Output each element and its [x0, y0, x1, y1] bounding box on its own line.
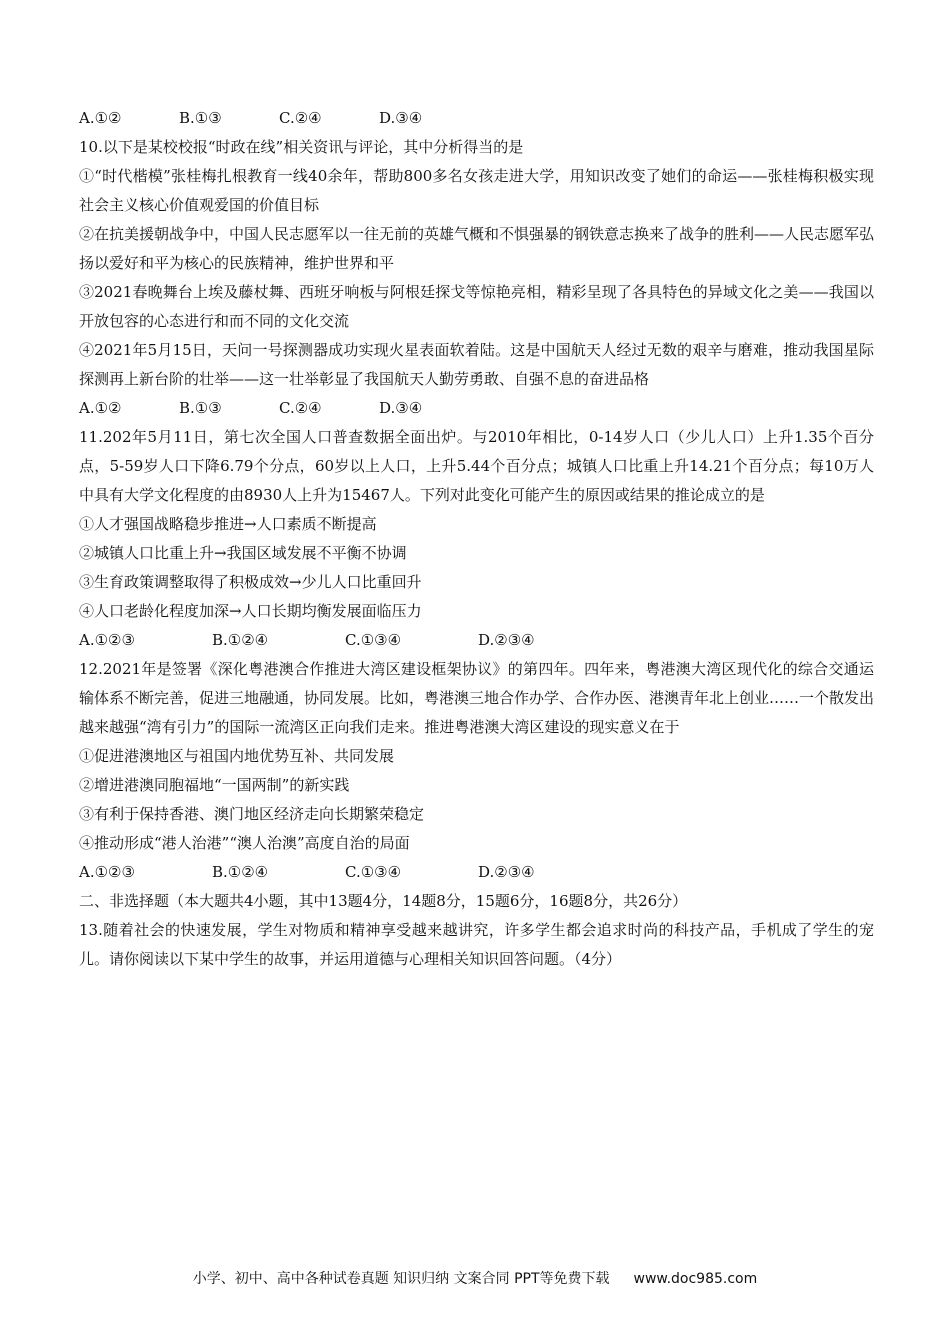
q11-stem: 11.202年5月11日，第七次全国人口普查数据全面出炉。与2010年相比，0-14岁人口（少儿人口）上升1.35个百分点，5-59岁人口下降6.79个分点，60岁以上人口，上升5.44个百分点；城镇人口比重上升14.21个百分点；每10万人中具有大学文化程度的由8930人上升为15467人。下列对此变化可能产生的原因或结果的推论成立的是 [79, 428, 874, 504]
q10-item-2: ②在抗美援朝战争中，中国人民志愿军以一往无前的英雄气概和不惧强暴的钢铁意志换来了战争的胜利——人民志愿军弘扬以爱好和平为核心的民族精神，维护世界和平 [79, 225, 875, 272]
option-b: B.①②④ [212, 863, 269, 881]
option-d: D.③④ [379, 109, 423, 127]
q10-stem: 10.以下是某校校报“时政在线”相关资讯与评论，其中分析得当的是 [79, 138, 524, 156]
q10-item-1: ①“时代楷模”张桂梅扎根教育一线40余年，帮助800多名女孩走进大学，用知识改变了她们的命运——张桂梅积极实现社会主义核心价值观爱国的价值目标 [79, 167, 874, 214]
option-a: A.①② [79, 109, 122, 127]
option-c: C.①③④ [345, 863, 402, 881]
section-2-heading: 二、非选择题（本大题共4小题，其中13题4分，14题8分，15题6分，16题8分，共26分） [79, 892, 688, 910]
footer-text: 小学、初中、高中各种试卷真题 知识归纳 文案合同 PPT等免费下载 [192, 1271, 610, 1287]
q12-stem: 12.2021年是签署《深化粤港澳合作推进大湾区建设框架协议》的第四年。四年来，粤港澳大湾区现代化的综合交通运输体系不断完善，促进三地融通，协同发展。比如，粤港澳三地合作办学、合作办医、港澳青年北上创业……一个散发出越来越强“湾有引力”的国际一流湾区正向我们走来。推进粤港澳大湾区建设的现实意义在于 [79, 660, 875, 736]
q12-item-2: ②增进港澳同胞福地“一国两制”的新实践 [79, 776, 350, 794]
q11-item-4: ④人口老龄化程度加深→人口长期均衡发展面临压力 [79, 602, 422, 620]
q11-item-1: ①人才强国战略稳步推进→人口素质不断提高 [79, 515, 377, 533]
q10-item-4: ④2021年5月15日，天问一号探测器成功实现火星表面软着陆。这是中国航天人经过无数的艰辛与磨难，推动我国星际探测再上新台阶的壮举——这一壮举彰显了我国航天人勤劳勇敢、自强不息的奋进品格 [79, 341, 874, 388]
q9-options [79, 104, 874, 133]
option-a: A.①②③ [79, 631, 135, 649]
footer-url: www.doc985.com [633, 1271, 758, 1287]
option-d: D.③④ [379, 399, 423, 417]
q10-item-3: ③2021春晚舞台上埃及藤杖舞、西班牙响板与阿根廷探戈等惊艳亮相，精彩呈现了各具特色的异域文化之美——我国以开放包容的心态进行和而不同的文化交流 [79, 283, 874, 330]
q12-item-1: ①促进港澳地区与祖国内地优势互补、共同发展 [79, 747, 395, 765]
q11-item-2: ②城镇人口比重上升→我国区域发展不平衡不协调 [79, 544, 407, 562]
q11-options [79, 626, 874, 655]
option-b: B.①③ [179, 109, 222, 127]
option-c: C.②④ [279, 399, 322, 417]
q12-item-4: ④推动形成“港人治港”“澳人治澳”高度自治的局面 [79, 834, 410, 852]
q12-options [79, 858, 874, 887]
option-b: B.①③ [179, 399, 222, 417]
option-a: A.①②③ [79, 863, 135, 881]
option-a: A.①② [79, 399, 122, 417]
exam-page-content [79, 104, 874, 974]
page-footer [0, 1268, 950, 1288]
q10-options [79, 394, 874, 423]
option-c: C.①③④ [345, 631, 402, 649]
option-d: D.②③④ [478, 863, 535, 881]
option-d: D.②③④ [478, 631, 535, 649]
option-b: B.①②④ [212, 631, 269, 649]
option-c: C.②④ [279, 109, 322, 127]
q13-stem: 13.随着社会的快速发展，学生对物质和精神享受越来越讲究，许多学生都会追求时尚的科技产品，手机成了学生的宠儿。请你阅读以下某中学生的故事，并运用道德与心理相关知识回答问题。（4分） [79, 921, 874, 968]
q12-item-3: ③有利于保持香港、澳门地区经济走向长期繁荣稳定 [79, 805, 425, 823]
q11-item-3: ③生育政策调整取得了积极成效→少儿人口比重回升 [79, 573, 422, 591]
